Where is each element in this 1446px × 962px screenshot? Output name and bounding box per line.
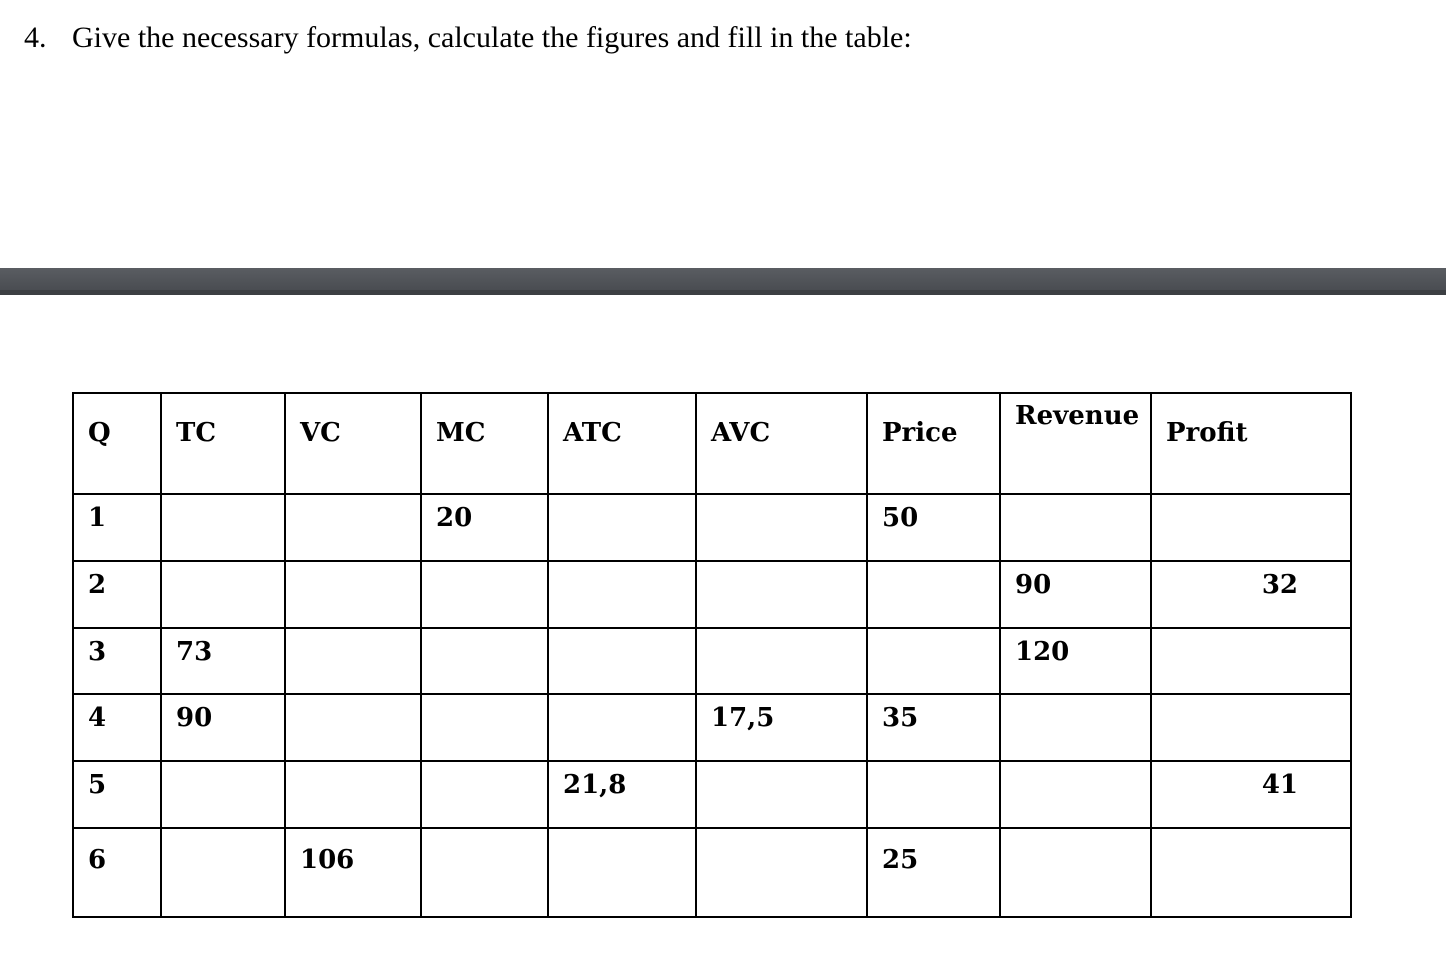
cell-atc <box>548 628 696 694</box>
header-avc: AVC <box>696 393 867 494</box>
question-prompt: Give the necessary formulas, calculate the figures and fill in the table: <box>72 21 912 54</box>
header-vc: VC <box>285 393 421 494</box>
table-row <box>73 694 1351 761</box>
header-atc: ATC <box>548 393 696 494</box>
cell-q: 2 <box>73 561 161 628</box>
cell-q: 1 <box>73 494 161 561</box>
cell-atc <box>548 828 696 917</box>
cell-revenue: 90 <box>1000 561 1151 628</box>
cell-q: 6 <box>73 828 161 917</box>
cell-avc <box>696 494 867 561</box>
cell-price <box>867 561 1000 628</box>
cell-revenue <box>1000 494 1151 561</box>
cell-mc <box>421 561 548 628</box>
cell-tc: 90 <box>161 694 285 761</box>
cell-vc <box>285 628 421 694</box>
table-row <box>73 761 1351 828</box>
cell-mc <box>421 828 548 917</box>
header-price: Price <box>867 393 1000 494</box>
cell-q: 4 <box>73 694 161 761</box>
cell-atc <box>548 694 696 761</box>
cell-revenue <box>1000 694 1151 761</box>
question-number: 4. <box>24 21 47 54</box>
cell-revenue <box>1000 828 1151 917</box>
cell-vc <box>285 694 421 761</box>
cell-mc <box>421 694 548 761</box>
cell-tc <box>161 761 285 828</box>
cell-atc <box>548 561 696 628</box>
cell-revenue: 120 <box>1000 628 1151 694</box>
table-row <box>73 561 1351 628</box>
cell-profit: 41 <box>1151 761 1351 828</box>
table-row <box>73 628 1351 694</box>
cell-profit <box>1151 828 1351 917</box>
cell-mc <box>421 628 548 694</box>
cell-avc <box>696 628 867 694</box>
cell-tc <box>161 494 285 561</box>
cell-avc <box>696 761 867 828</box>
cell-price: 35 <box>867 694 1000 761</box>
divider-bar <box>0 268 1446 295</box>
table-row <box>73 828 1351 917</box>
cell-price: 50 <box>867 494 1000 561</box>
cell-revenue <box>1000 761 1151 828</box>
cell-tc: 73 <box>161 628 285 694</box>
cell-price <box>867 761 1000 828</box>
cell-vc <box>285 761 421 828</box>
cell-avc: 17,5 <box>696 694 867 761</box>
cell-tc <box>161 561 285 628</box>
header-revenue: Revenue <box>1000 393 1151 494</box>
cell-vc: 106 <box>285 828 421 917</box>
cell-mc: 20 <box>421 494 548 561</box>
header-q: Q <box>73 393 161 494</box>
cell-profit <box>1151 628 1351 694</box>
cell-profit <box>1151 494 1351 561</box>
cell-atc <box>548 494 696 561</box>
question-text <box>24 20 912 56</box>
header-tc: TC <box>161 393 285 494</box>
cell-avc <box>696 561 867 628</box>
header-mc: MC <box>421 393 548 494</box>
cell-q: 3 <box>73 628 161 694</box>
cell-price: 25 <box>867 828 1000 917</box>
cell-vc <box>285 494 421 561</box>
cell-mc <box>421 761 548 828</box>
cell-profit: 32 <box>1151 561 1351 628</box>
cost-table <box>72 392 1352 918</box>
cell-atc: 21,8 <box>548 761 696 828</box>
cell-avc <box>696 828 867 917</box>
cell-tc <box>161 828 285 917</box>
cell-profit <box>1151 694 1351 761</box>
table-header-row <box>73 393 1351 494</box>
header-profit: Profit <box>1151 393 1351 494</box>
cell-price <box>867 628 1000 694</box>
cell-q: 5 <box>73 761 161 828</box>
cell-vc <box>285 561 421 628</box>
table-row <box>73 494 1351 561</box>
